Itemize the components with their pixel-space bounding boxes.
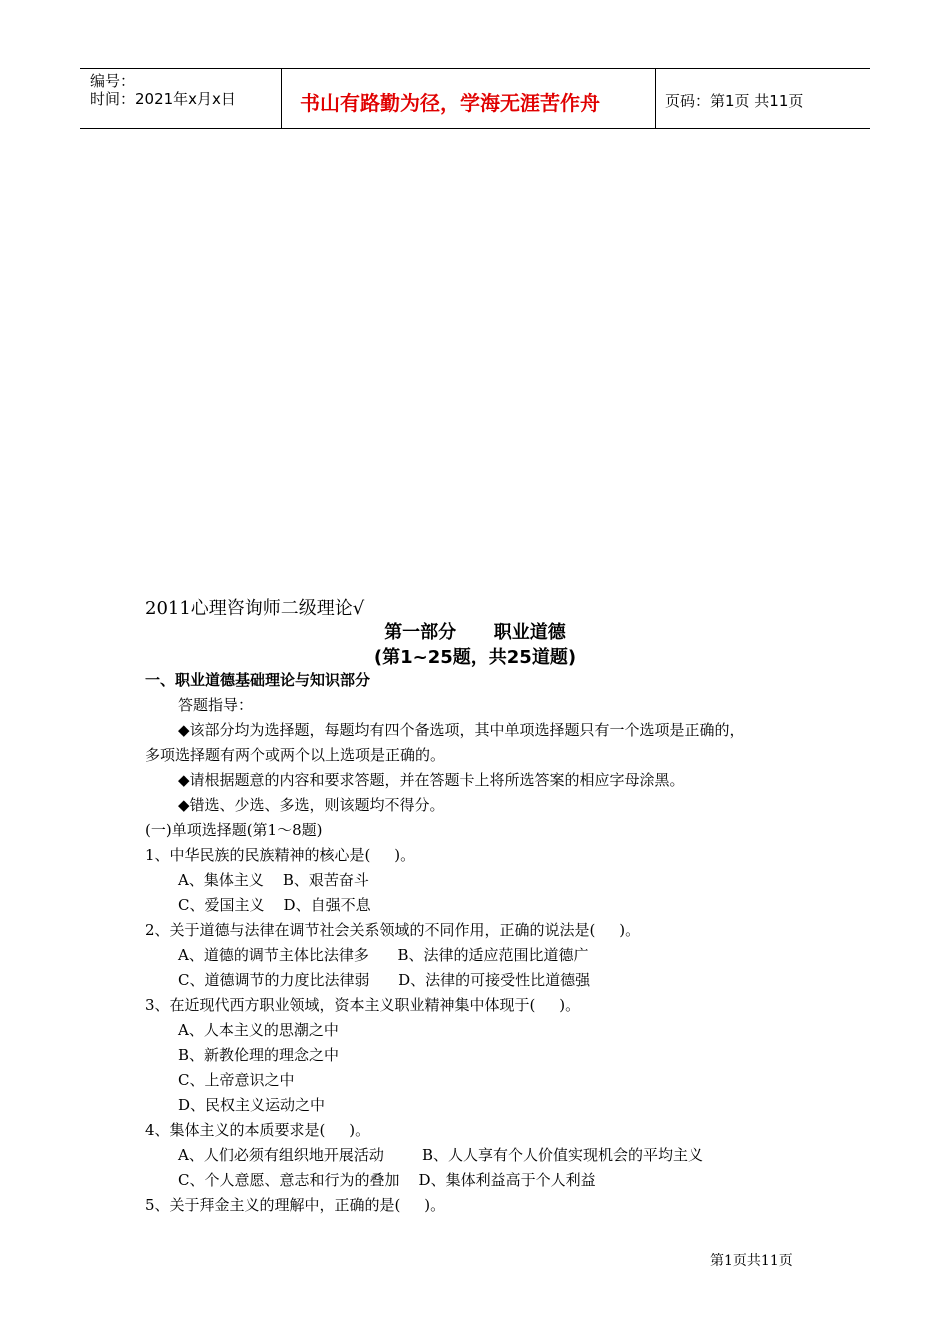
question-3-option-b: B、新教伦理的理念之中	[178, 1046, 340, 1064]
subsection-title: (一)单项选择题(第1～8题)	[145, 821, 323, 839]
question-4-options-line-1: A、人们必须有组织地开展活动 B、人人享有个人价值实现机会的平均主义	[178, 1146, 704, 1164]
page-footer: 第1页共11页	[710, 1253, 793, 1269]
header-number-label: 编号：	[90, 72, 136, 90]
part-title: 第一部分 职业道德	[384, 622, 566, 643]
question-4-options-line-2: C、个人意愿、意志和行为的叠加 D、集体利益高于个人利益	[178, 1171, 596, 1189]
header-bottom-rule	[80, 128, 870, 129]
header-motto: 书山有路勤为径，学海无涯苦作舟	[300, 91, 600, 115]
question-1-stem: 1、中华民族的民族精神的核心是( )。	[145, 846, 416, 864]
question-1-options-line-2: C、爱国主义 D、自强不息	[178, 896, 371, 914]
question-2-stem: 2、关于道德与法律在调节社会关系领域的不同作用，正确的说法是( )。	[145, 921, 641, 939]
question-1-options-line-1: A、集体主义 B、艰苦奋斗	[178, 871, 369, 889]
header-divider-right	[655, 68, 656, 128]
question-5-stem: 5、关于拜金主义的理解中，正确的是( )。	[145, 1196, 446, 1214]
question-2-options-line-1: A、道德的调节主体比法律多 B、法律的适应范围比道德广	[178, 946, 589, 964]
question-3-option-d: D、民权主义运动之中	[178, 1096, 326, 1114]
doc-title: 2011心理咨询师二级理论√	[145, 598, 365, 619]
guide-title: 答题指导：	[178, 696, 254, 714]
header-divider-left	[281, 68, 282, 128]
question-3-option-a: A、人本主义的思潮之中	[178, 1021, 339, 1039]
question-3-stem: 3、在近现代西方职业领域，资本主义职业精神集中体现于( )。	[145, 996, 581, 1014]
rule-1-line-2: 多项选择题有两个或两个以上选项是正确的。	[145, 746, 446, 764]
header-time-label: 时间：2021年x月x日	[90, 90, 236, 108]
header-top-rule	[80, 68, 870, 69]
question-4-stem: 4、集体主义的本质要求是( )。	[145, 1121, 371, 1139]
question-3-option-c: C、上帝意识之中	[178, 1071, 295, 1089]
rule-1-line-1: ◆该部分均为选择题，每题均有四个备选项，其中单项选择题只有一个选项是正确的，	[178, 721, 745, 739]
section-title: 一、职业道德基础理论与知识部分	[145, 671, 371, 689]
header-page-label: 页码：第1页 共11页	[665, 92, 804, 110]
question-2-options-line-2: C、道德调节的力度比法律弱 D、法律的可接受性比道德强	[178, 971, 591, 989]
part-range: (第1~25题，共25道题)	[373, 647, 577, 668]
rule-2: ◆请根据题意的内容和要求答题，并在答题卡上将所选答案的相应字母涂黑。	[178, 771, 685, 789]
rule-3: ◆错选、少选、多选，则该题均不得分。	[178, 796, 445, 814]
